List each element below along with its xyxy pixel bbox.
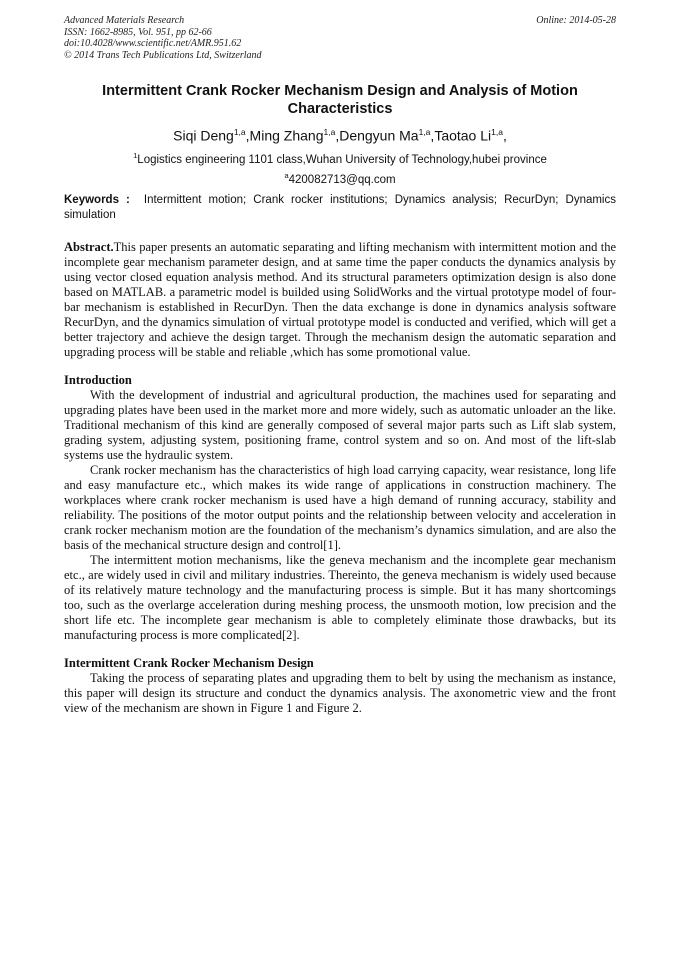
keywords-label: Keywords : (64, 194, 130, 206)
author-name: Dengyun Ma (339, 127, 419, 144)
paragraph: Taking the process of separating plates and upgrading them to belt by using the mechanism as instance, this paper will design its structure and conduct the dynamics analysis. The axonometric view and the front view of the mechanism are shown in Figure 1 and Figure 2. (64, 671, 616, 715)
journal-header (64, 15, 616, 61)
paragraph: The intermittent motion mechanisms, like the geneva mechanism and the incomplete gear mechanism etc., are widely used in civil and military industries. Thereinto, the geneva mechanism is widely used because of its relatively mature technology and the manufacturing process is simple. But it has many shortcomings too, such as the overlarge acceleration during meshing process, the unsmooth motion, low precision and the short life etc. The incomplete gear mechanism is able to completely eliminate those drawbacks, but its manufacturing process is more complicated[2]. (64, 553, 616, 642)
abstract-label: Abstract. (64, 240, 114, 254)
author-affil-mark: 1,a (323, 127, 336, 137)
section-heading-mechanism-design: Intermittent Crank Rocker Mechanism Design (64, 656, 314, 670)
author-separator: , (430, 127, 435, 144)
copyright-line: © 2014 Trans Tech Publications Ltd, Switzerland (64, 49, 262, 61)
online-date: Online: 2014-05-28 (536, 15, 616, 26)
journal-name: Advanced Materials Research (64, 15, 185, 26)
paragraph: With the development of industrial and agricultural production, the machines used for separating and upgrading plates have been used in the market more and more widely, such as automatic unloader an the like. Traditional mechanism of this kind are generally composed of several major parts such as Lift slab system, grading system, adjusting system, positioning frame, control system and so on. And most of the lift-slab systems use the hydraulic system. (64, 388, 616, 462)
affiliation-mark: 1 (133, 151, 138, 160)
keywords-text: Intermittent motion; Crank rocker institutions; Dynamics analysis; RecurDyn; Dynamics simulation (64, 194, 616, 221)
keywords-block (64, 193, 616, 223)
author-separator: , (245, 127, 250, 144)
issn-line: ISSN: 1662-8985, Vol. 951, pp 62-66 (64, 26, 212, 38)
email-line (64, 168, 616, 188)
author-email: 420082713@qq.com (288, 173, 396, 186)
author-separator: , (502, 127, 507, 144)
author-affil-mark: 1,a (491, 127, 503, 137)
author-affil-mark: 1,a (233, 127, 246, 137)
doi-line: doi:10.4028/www.scientific.net/AMR.951.62 (64, 38, 242, 49)
paper-title: Intermittent Crank Rocker Mechanism Design and Analysis of Motion Characteristics (102, 83, 578, 117)
author-affil-mark: 1,a (418, 127, 431, 137)
author-list (64, 123, 616, 145)
author-name: Ming Zhang (249, 127, 324, 144)
affiliation-block (64, 148, 616, 188)
author-separator: , (335, 127, 340, 144)
author-name: Siqi Deng (173, 127, 234, 144)
affiliation-line (64, 148, 616, 168)
affiliation-text: Logistics engineering 1101 class,Wuhan University of Technology,hubei province (137, 153, 547, 166)
email-mark: a (284, 170, 289, 180)
paper-body (64, 240, 616, 716)
abstract-paragraph (64, 240, 616, 360)
author-name: Taotao Li (434, 127, 492, 144)
paragraph: Crank rocker mechanism has the characteristics of high load carrying capacity, wear resistance, long life and easy manufacture etc., which makes its wide range of applications in construction machinery. The workplaces where crank rocker mechanism is used have a high demand of running accuracy, stability and reliability. The positions of the motor output points and the relationship between velocity and acceleration in crank rocker mechanism motion are the foundation of the mechanism’s dynamics simulation, and are also the basis of the mechanical structure design and control[1]. (64, 463, 616, 552)
section-heading-introduction: Introduction (64, 373, 132, 387)
abstract-text: This paper presents an automatic separating and lifting mechanism with intermittent motion and the incomplete gear mechanism parameter design, and at same time the paper conducts the dynamics analysis by using vector closed equation analysis method. And its structural parameters optimization design is also done based on MATLAB. a parametric model is builded using SolidWorks and the virtual prototype model of four-bar mechanism is established in RecurDyn. Then the data exchange is done in dynamics analysis software RecurDyn, and the dynamics simulation of virtual prototype model is conducted and verified, which will get a better trajectory and achieve the design target. Through the mechanism design the automatic separation and upgrading process will be stable and reliable ,which has some promotional value. (64, 240, 616, 359)
